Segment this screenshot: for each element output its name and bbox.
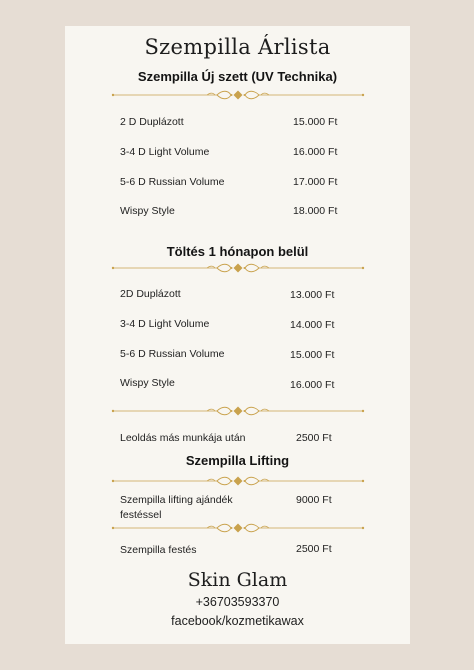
service-price: 16.000 Ft [293, 146, 338, 158]
service-price: 15.000 Ft [290, 349, 335, 361]
service-price: 13.000 Ft [290, 289, 335, 301]
service-name: 2 D Duplázott [120, 116, 184, 128]
service-price: 2500 Ft [296, 432, 332, 444]
service-price: 15.000 Ft [293, 116, 338, 128]
service-name: Szempilla festés [120, 544, 197, 556]
service-price: 17.000 Ft [293, 176, 338, 188]
service-name: 3-4 D Light Volume [120, 146, 210, 158]
service-price: 18.000 Ft [293, 205, 338, 217]
service-price: 16.000 Ft [290, 379, 335, 391]
service-name: 2D Duplázott [120, 288, 181, 300]
service-name: 3-4 D Light Volume [120, 318, 210, 330]
service-name: Leoldás más munkája után [120, 432, 246, 444]
facebook-handle: facebook/kozmetikawax [171, 614, 304, 628]
service-name: Szempilla lifting ajándék [120, 494, 233, 506]
page-title: Szempilla Árlista [144, 35, 331, 59]
ornament-divider-icon [111, 89, 365, 101]
ornament-divider-icon [111, 522, 365, 534]
ornament-divider-icon [111, 405, 365, 417]
phone-number: +36703593370 [195, 595, 280, 609]
service-price: 2500 Ft [296, 543, 332, 555]
service-name: 5-6 D Russian Volume [120, 176, 225, 188]
price-list-card [65, 26, 410, 644]
brand-name: Skin Glam [187, 569, 288, 591]
ornament-divider-icon [111, 262, 365, 274]
service-price: 9000 Ft [296, 494, 332, 506]
service-name: 5-6 D Russian Volume [120, 348, 225, 360]
service-name: Wispy Style [120, 377, 175, 389]
service-price: 14.000 Ft [290, 319, 335, 331]
service-name-continued: festéssel [120, 509, 162, 521]
ornament-divider-icon [111, 475, 365, 487]
service-name: Wispy Style [120, 205, 175, 217]
section-title-new-set: Szempilla Új szett (UV Technika) [137, 69, 338, 84]
section-title-lifting: Szempilla Lifting [185, 453, 290, 468]
section-title-refill: Töltés 1 hónapon belül [166, 244, 309, 259]
